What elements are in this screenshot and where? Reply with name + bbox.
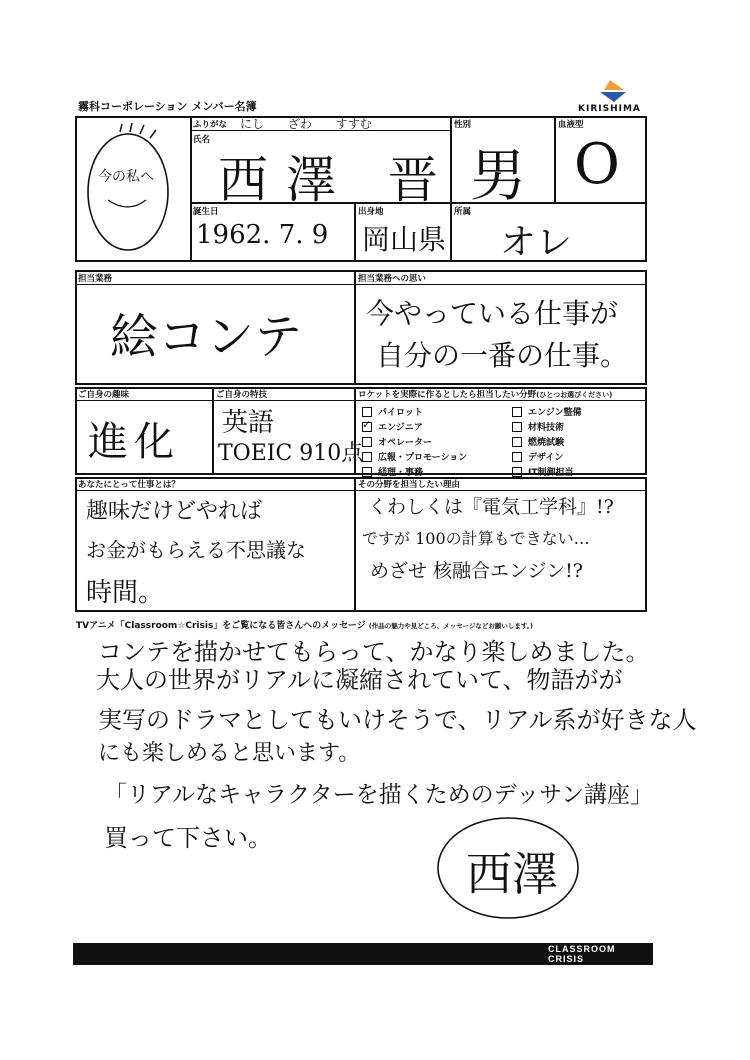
skill-line-2: TOEIC 910点 xyxy=(218,441,364,466)
rocket-label: ロケットを実際に作るとしたら担当したい分野(ひとつお選びください) xyxy=(358,390,613,400)
message-line-5: 「リアルなキャラクターを描くためのデッサン講座」 xyxy=(104,782,654,808)
reason-label: その分野を担当したい理由 xyxy=(358,480,461,490)
brand-name: KIRISHIMA xyxy=(578,104,641,114)
department-label: 所属 xyxy=(454,207,472,217)
checkbox-operator xyxy=(362,437,372,447)
checkbox-engineer xyxy=(362,422,372,432)
option-materials[interactable]: 材料技術 xyxy=(512,419,642,434)
hometown-value: 岡山県 xyxy=(362,223,447,256)
checkbox-engine-maintenance xyxy=(512,407,522,417)
message-line-6: 買って下さい。 xyxy=(104,824,272,852)
job-label: 担当業務 xyxy=(78,274,113,284)
message-line-1: コンテを描かせてもらって、かなり楽しめました。 xyxy=(98,638,650,666)
hobby-value: 進化 xyxy=(88,419,180,465)
gender-value: 男 xyxy=(470,144,526,209)
message-line-4: にも楽しめると思います。 xyxy=(98,741,361,766)
page-title: 霧科コーポレーション メンバー名簿 xyxy=(78,100,257,113)
hobby-label: ご自身の趣味 xyxy=(78,390,130,400)
reason-line-3: めざせ 核融合エンジン!? xyxy=(370,560,583,582)
brand-logo-mark xyxy=(596,80,636,106)
furigana-value: にし ざわ すすむ xyxy=(240,117,372,131)
name-value: 西澤 晋 xyxy=(218,151,456,209)
signature: 西澤 xyxy=(466,847,558,901)
option-design[interactable]: デザイン xyxy=(512,449,642,464)
option-combustion-test[interactable]: 燃焼試験 xyxy=(512,434,642,449)
department-value: オレ xyxy=(500,222,573,263)
job-value: 絵コンテ xyxy=(110,309,303,365)
checkbox-design xyxy=(512,452,522,462)
checkbox-pr xyxy=(362,452,372,462)
furigana-label: ふりがな xyxy=(193,120,228,130)
checkbox-pilot xyxy=(362,407,372,417)
option-pilot[interactable]: パイロット xyxy=(362,404,512,419)
skill-label: ご自身の特技 xyxy=(216,390,268,400)
checkbox-accounting xyxy=(362,467,372,477)
footer-logo: CLASSROOM CRISIS xyxy=(548,944,616,964)
reason-line-1: くわしくは『電気工学科』!? xyxy=(368,496,614,518)
option-accounting[interactable]: 経理・事務 xyxy=(362,464,512,479)
message-line-2: 大人の世界がリアルに凝縮されていて、物語がが xyxy=(96,666,623,694)
work-meaning-line-1: 趣味だけどやれば xyxy=(86,499,263,524)
job-feeling-line-1: 今やっている仕事が xyxy=(366,297,619,330)
birthday-value: 1962. 7. 9 xyxy=(196,220,329,250)
job-feeling-line-2: 自分の一番の仕事。 xyxy=(376,339,629,372)
message-title: TVアニメ「Classroom☆Crisis」をご覧になる皆さんへのメッセージ (作品の魅力や見どころ、メッセージなどお願いします。) xyxy=(76,621,534,631)
message-line-3: 実写のドラマとしてもいけそうで、リアル系が好きな人 xyxy=(98,706,697,734)
job-feeling-label: 担当業務への思い xyxy=(358,274,427,284)
gender-label: 性別 xyxy=(454,120,472,130)
work-meaning-line-2: お金がもらえる不思議な xyxy=(86,538,306,562)
face-drawing xyxy=(80,122,190,266)
option-engine-maintenance[interactable]: エンジン整備 xyxy=(512,404,642,419)
checkbox-materials xyxy=(512,422,522,432)
reason-line-2: ですが 100の計算もできない… xyxy=(362,529,590,548)
skill-line-1: 英語 xyxy=(222,408,275,438)
rocket-options xyxy=(362,404,642,479)
work-meaning-line-3: 時間。 xyxy=(86,578,165,608)
blood-label: 血液型 xyxy=(558,120,584,130)
name-label: 氏名 xyxy=(193,135,211,145)
option-engineer[interactable]: ✓ エンジニア xyxy=(362,419,512,434)
option-operator[interactable]: オペレーター xyxy=(362,434,512,449)
work-meaning-label: あなたにとって仕事とは？ xyxy=(78,480,180,490)
option-it-control[interactable]: IT制御担当 xyxy=(512,464,642,479)
hometown-label: 出身地 xyxy=(358,207,384,217)
birthday-label: 誕生日 xyxy=(193,207,219,217)
checkbox-it-control xyxy=(512,467,522,477)
option-pr[interactable]: 広報・プロモーション xyxy=(362,449,512,464)
blood-value: O xyxy=(574,132,620,197)
checkbox-combustion-test xyxy=(512,437,522,447)
face-text: 今の私へ xyxy=(98,169,154,185)
